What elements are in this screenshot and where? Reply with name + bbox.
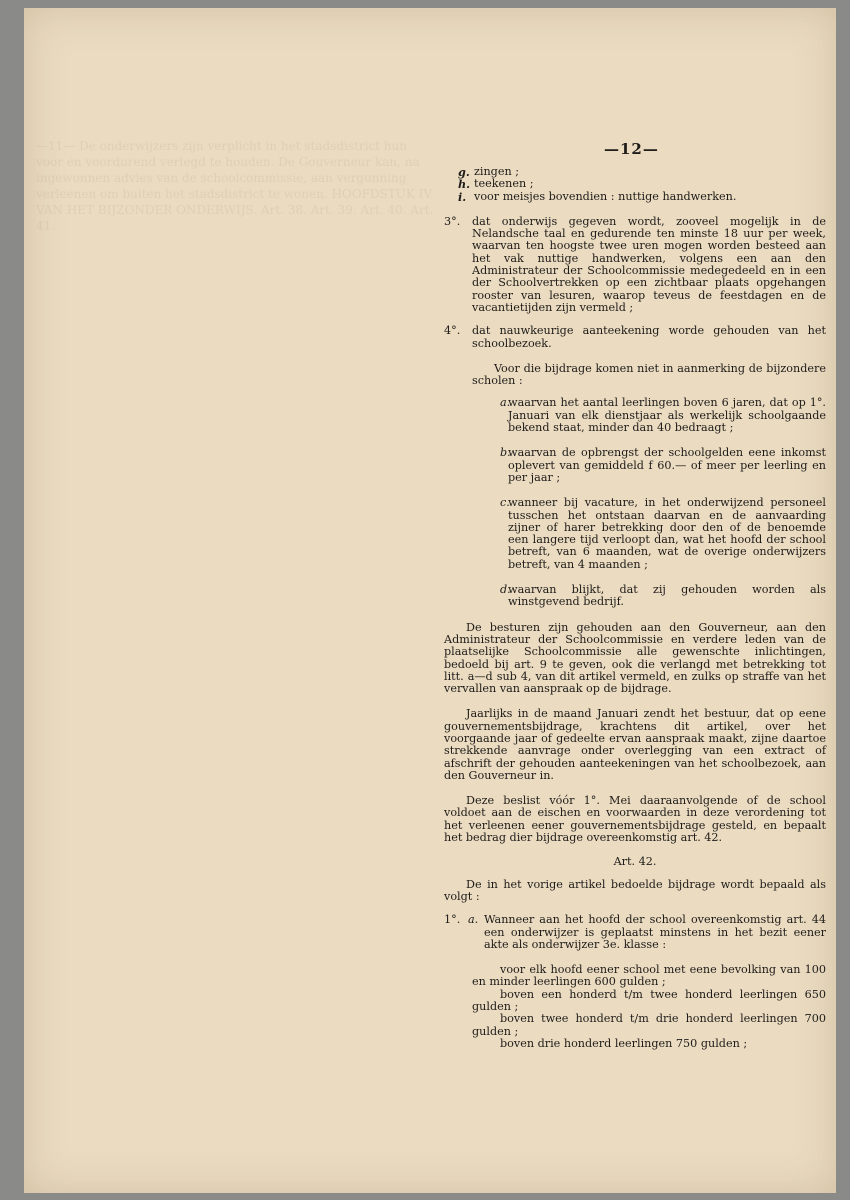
article-heading: Art. 42. [613,855,657,869]
paragraph-bepaald: De in het vorige artikel bedoelde bijdrage wordt bepaald als volgt : [444,877,826,903]
list-text: voor meisjes bovendien : nuttige handwerken. [474,189,737,203]
document-page [24,8,836,1193]
sub-text: waarvan blijkt, dat zij gehouden worden als winstgevend bedrijf. [508,583,826,609]
main-column [444,166,826,1050]
sub-item-b [444,447,826,484]
bleed-through-text: —11— De onderwijzers zijn verplicht in het stadsdistrict hun voor en voordurend verlegd te houden. De Gouverneur kan, na ingewonnen advies van de schoolcommissie, aan vergunning verleenen om buiten het stadsdistrict te wonen. HOOFDSTUK IV. VAN HET BIJZONDER ONDERWIJS. Art. 38. Art. 39. Art. 40. Art. 41. [36,139,434,233]
list-letter: i. [458,189,467,204]
list-text: zingen ; [474,165,519,178]
item-text: dat nauwkeurige aanteekening worde gehouden van het schoolbezoek. [472,324,826,350]
item-1a [444,914,826,951]
sub-letter: b. [500,446,511,460]
sub-item-c [444,497,826,571]
sub-letter: a. [500,396,511,410]
sub-item-d [444,584,826,609]
bijdrage-intro: Voor die bijdrage komen niet in aanmerking de bijzondere scholen : [472,361,826,388]
sub-text: wanneer bij vacature, in het onderwijzend personeel tusschen het ontstaan daarvan en de aanvaarding zijner of harer betrekking door den of de benoemde een langere tijd verloopt dan, wat het hoofd der school betreft, van 6 maanden, wat de overige onderwijzers betreft, van 4 maanden ; [508,496,826,571]
list-item [444,191,826,203]
sub-letter: d. [500,583,511,597]
list-text: teekenen ; [474,177,534,191]
sub-letter: c. [500,496,510,510]
item-text: dat onderwijs gegeven wordt, zooveel mogelijk in de Nelandsche taal en gedurende ten minste 18 uur per week, waarvan ten hoogste twee uren mogen worden besteed aan het vak nuttige handwerken, volgens een aan den Administrateur der Schoolcommissie medegedeeld en in een der Schoolvertrekken op een zichtbaar plaats opgehangen rooster van lesuren, waarop teveus de feestdagen en de vacantietijden zijn vermeld ; [472,214,826,314]
item-text: Wanneer aan het hoofd der school overeenkomstig art. 44 een onderwijzer is geplaatst minstens in het bezit eener akte als onderwijzer 3e. klasse : [484,913,826,951]
price-line: boven drie honderd leerlingen 750 gulden ; [500,1036,748,1050]
list-letter: h. [458,177,471,192]
item-3 [444,216,826,314]
price-line: voor elk hoofd eener school met eene bevolking van 100 en minder leerlingen 600 gulden ; [472,963,826,989]
sub-text: waarvan de opbrengst der schoolgelden eene inkomst oplevert van gemiddeld f 60.— of meer per leerling en per jaar ; [508,446,826,484]
paragraph-besturen: De besturen zijn gehouden aan den Gouverneur, aan den Administrateur der Schoolcommissie en verdere leden van de plaatselijke Schoolcommissie alle gewenschte inlichtingen, bedoeld bij art. 9 te geven, ook die verlangd met betrekking tot litt. a—d sub 4, van dit artikel vermeld, en zulks op straffe van het vervallen van aanspraak op de bijdrage. [444,620,826,696]
item-letter: a. [468,913,479,927]
sub-text: waarvan het aantal leerlingen boven 6 jaren, dat op 1°. Januari van elk dienstjaar als werkelijk schoolgaande bekend staat, minder dan 40 bedraagt ; [508,396,826,435]
page-number: —12— [604,140,659,158]
item-4 [444,325,826,350]
item-number: 4°. [444,324,461,338]
paragraph-jaarlijks: Jaarlijks in de maand Januari zendt het bestuur, dat op eene gouvernementsbijdrage, krachtens dit artikel, over het voorgaande jaar of gedeelte ervan aanspraak maakt, zijne daartoe strekkende aanvrage onder overlegging van een extract of afschrift der gehouden aanteekeningen van het schoolbezoek, aan den Gouverneur in. [444,707,826,782]
item-number: 1°. [444,913,461,927]
price-line: boven twee honderd t/m drie honderd leerlingen 700 gulden ; [472,1012,826,1038]
list-letter: g. [458,165,470,179]
paragraph-beslist: Deze beslist vóór 1°. Mei daaraanvolgende of de school voldoet aan de eischen en voorwaarden in deze verordening tot het verleenen eener gouvernementsbijdrage gesteld, en bepaalt het bedrag dier bijdrage overeenkomstig art. 42. [444,794,826,845]
sub-item-a [444,397,826,434]
price-line: boven een honderd t/m twee honderd leerlingen 650 gulden ; [472,987,826,1014]
item-number: 3°. [444,214,461,228]
